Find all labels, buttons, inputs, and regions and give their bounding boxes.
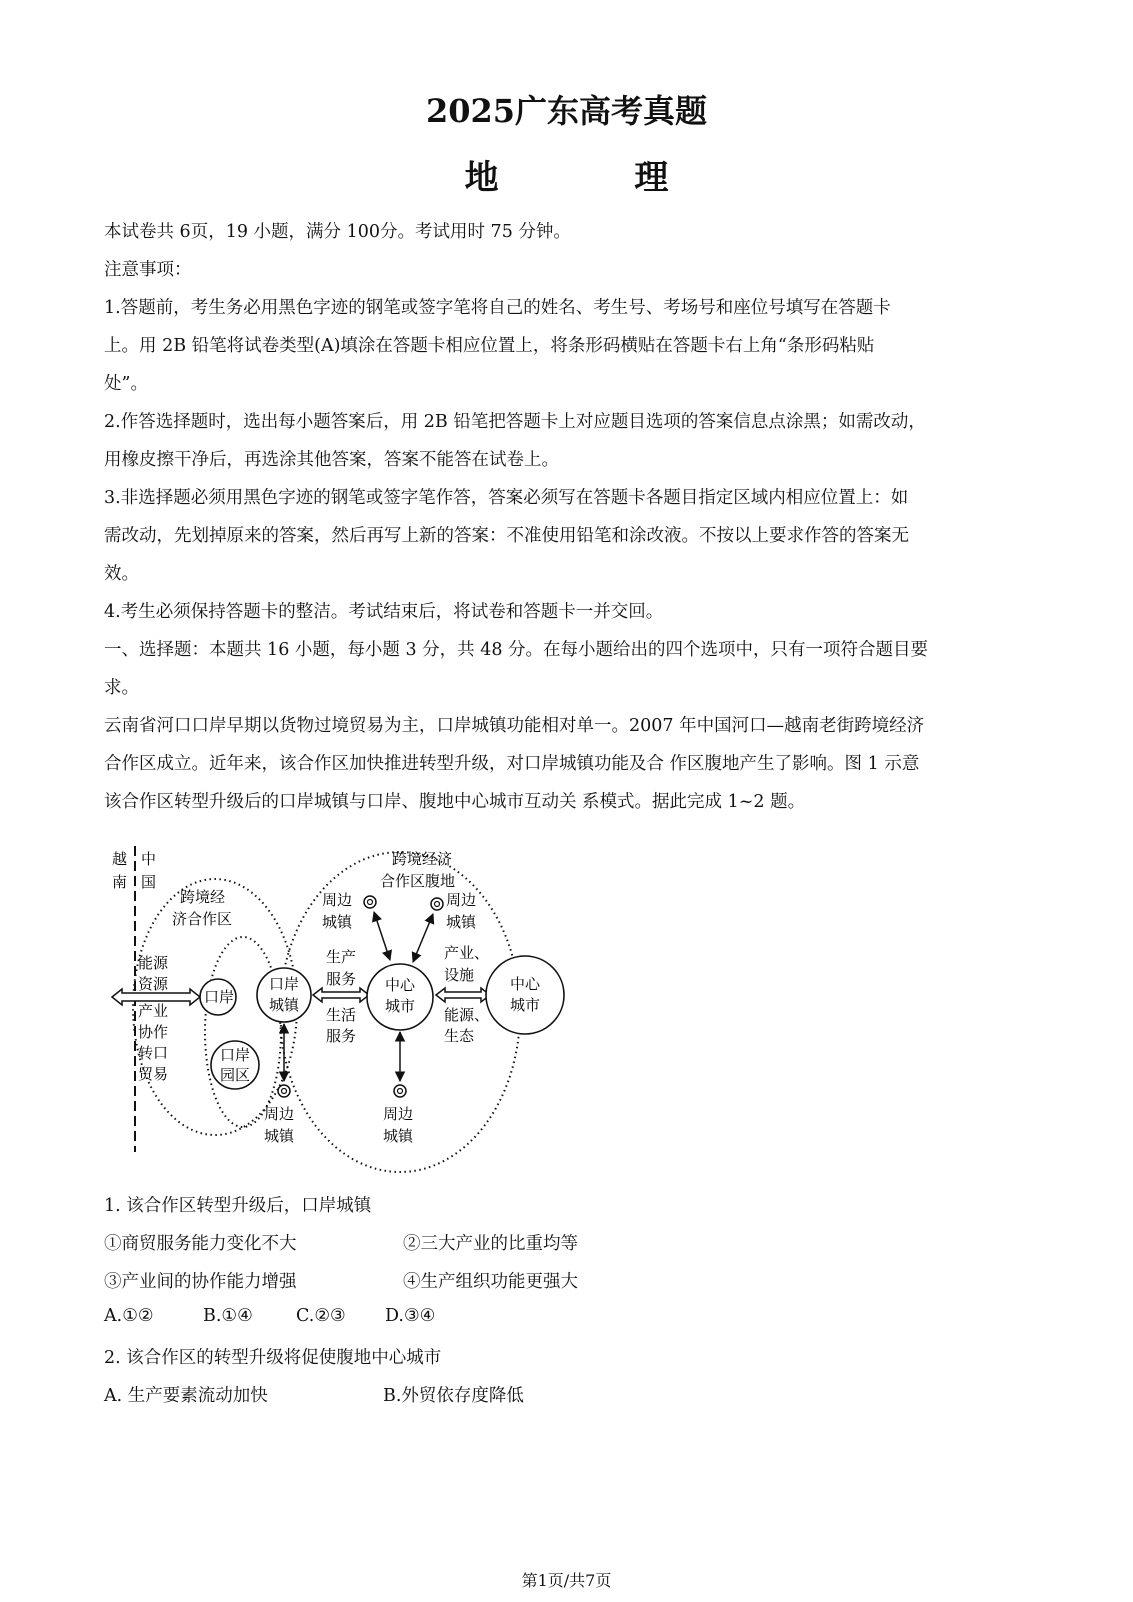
svg-text:能源、生态: [444, 1006, 489, 1045]
flow-mid-top-1: 生产: [326, 948, 357, 966]
town-marker-bottom-center: [394, 1085, 406, 1097]
svg-text:跨境经济合作区: [172, 888, 232, 928]
left-flow-2: 资源: [138, 975, 169, 993]
flow-right-bottom-2: 生态: [444, 1027, 475, 1045]
center-city-2-circle: [486, 956, 564, 1034]
section-heading-line-2: 求。: [104, 678, 139, 698]
notice-2-line-2: 用橡皮擦干净后，再选涂其他答案，答案不能答在试卷上。: [104, 450, 559, 470]
svg-text:周边城镇: [383, 1105, 414, 1145]
port-park-label-2: 园区: [220, 1066, 251, 1084]
notice-3-line-2: 需改动，先划掉原来的答案，然后再写上新的答案：不准使用铅笔和涂改液。不按以上要求作答的答案无: [104, 526, 909, 546]
q1-option-a[interactable]: A.①②: [104, 1306, 154, 1326]
town-bottom-left-label-1: 周边: [264, 1105, 295, 1123]
notice-1-line-2: 上。用 2B 铅笔将试卷类型(A)填涂在答题卡相应位置上，将条形码横贴在答题卡右上角“条形码粘贴: [104, 336, 875, 356]
port-park-label-1: 口岸: [220, 1046, 251, 1064]
exam-title: 2025广东高考真题: [425, 92, 708, 130]
port-label: 口岸: [204, 988, 235, 1006]
svg-text:周边城镇: [322, 891, 353, 931]
flow-right-top-2: 设施: [444, 966, 475, 984]
notice-2-line-1: 2.作答选择题时，选出每小题答案后，用 2B 铅笔把答题卡上对应题目选项的答案信息点涂黑；如需改动，: [104, 412, 926, 432]
svg-text:越南: [112, 850, 127, 891]
zone-label-2: 济合作区: [172, 910, 233, 928]
figure-1-diagram: [100, 832, 580, 1177]
q1-option-d[interactable]: D.③④: [385, 1306, 436, 1326]
q1-option-c[interactable]: C.②③: [296, 1306, 346, 1326]
q1-statement-4: ④生产组织功能更强大: [403, 1272, 578, 1292]
port-area-ellipse: [205, 937, 281, 1127]
section-heading-line-1: 一、选择题：本题共 16 小题，每小题 3 分，共 48 分。在每小题给出的四个选项中，只有一项符合题目要: [104, 640, 929, 660]
svg-text:中国: [141, 850, 156, 891]
left-flow-5: 转口: [138, 1044, 169, 1062]
town-bottom-center-label-1: 周边: [383, 1105, 414, 1123]
vietnam-label-2: 南: [112, 873, 128, 891]
vietnam-label-1: 越: [112, 850, 128, 868]
center-city-label-1: 中心: [385, 976, 416, 994]
town-marker-top-left: [364, 896, 376, 908]
town-bottom-left-label-2: 城镇: [264, 1127, 295, 1145]
town-marker-bottom-left: [278, 1085, 290, 1097]
flow-mid-bottom-1: 生活: [326, 1006, 357, 1024]
svg-text:周边城镇: [446, 891, 477, 931]
q2-option-a[interactable]: A. 生产要素流动加快: [104, 1386, 268, 1406]
flow-mid-top-2: 服务: [326, 970, 357, 988]
q1-option-b[interactable]: B.①④: [203, 1306, 253, 1326]
left-flow-4: 协作: [138, 1023, 169, 1041]
flow-right-bottom-1: 能源、: [444, 1006, 490, 1024]
subject-title: 地 理: [464, 158, 731, 198]
passage-line-1: 云南省河口口岸早期以货物过境贸易为主，口岸城镇功能相对单一。2007 年中国河口—越南老街跨境经济: [104, 716, 925, 736]
china-label-1: 中: [141, 850, 157, 868]
svg-text:能源 资源 产业 协作 转口: [138, 954, 173, 1083]
arrow-town-top-left: [374, 912, 390, 960]
left-flow-1: 能源: [138, 954, 169, 972]
notice-1-line-1: 1.答题前，考生务必用黑色字迹的钢笔或签字笔将自己的姓名、考生号、考场号和座位号填写在答题卡: [104, 298, 891, 318]
notice-3-line-1: 3.非选择题必须用黑色字迹的钢笔或签字笔作答，答案必须写在答题卡各题目指定区域内相应位置上：如: [104, 488, 909, 508]
hinterland-label-1: 跨境经济: [392, 850, 453, 868]
town-top-right-label-1: 周边: [446, 891, 477, 909]
svg-text:跨境经济合作区腹地: [380, 850, 455, 890]
china-label-2: 国: [141, 873, 157, 891]
q1-statement-2: ②三大产业的比重均等: [403, 1234, 578, 1254]
notice-4: 4.考生必须保持答题卡的整洁。考试结束后，将试卷和答题卡一并交回。: [104, 602, 664, 622]
flow-right-top-1: 产业、: [444, 944, 490, 962]
town-marker-top-right: [431, 898, 443, 910]
svg-text:产业、设施: [444, 944, 489, 984]
exam-info: 本试卷共 6页，19 小题，满分 100分。考试用时 75 分钟。: [104, 222, 571, 242]
town-top-left-label-1: 周边: [322, 891, 353, 909]
hinterland-label-2: 合作区腹地: [380, 872, 456, 890]
town-top-left-label-2: 城镇: [322, 913, 353, 931]
notice-3-line-3: 效。: [104, 564, 139, 584]
center-city-label-2: 城市: [385, 997, 416, 1015]
town-top-right-label-2: 城镇: [446, 913, 477, 931]
q2-option-b[interactable]: B.外贸依存度降低: [383, 1386, 524, 1406]
arrow-porttown-center: [313, 988, 369, 1002]
port-town-label-1: 口岸: [269, 975, 300, 993]
svg-text:生产服务: [326, 948, 356, 988]
center-city-2-label-1: 中心: [510, 975, 541, 993]
svg-text:生活服务: [326, 1006, 356, 1045]
town-bottom-center-label-2: 城镇: [383, 1127, 414, 1145]
page-number: 第1页/共7页: [521, 1571, 612, 1590]
question-1-stem: 1. 该合作区转型升级后，口岸城镇: [104, 1196, 372, 1216]
left-flow-3: 产业: [138, 1002, 169, 1020]
zone-label-1: 跨境经: [180, 888, 226, 906]
question-2-stem: 2. 该合作区的转型升级将促使腹地中心城市: [104, 1348, 442, 1368]
notice-1-line-3: 处”。: [104, 374, 148, 394]
q1-statement-1: ①商贸服务能力变化不大: [104, 1234, 297, 1254]
passage-line-2: 合作区成立。近年来，该合作区加快推进转型升级，对口岸城镇功能及合 作区腹地产生了影响。图 1 示意: [104, 754, 920, 774]
arrow-town-top-right: [413, 914, 433, 962]
port-town-label-2: 城镇: [269, 996, 300, 1014]
q1-statement-3: ③产业间的协作能力增强: [104, 1272, 297, 1292]
arrow-center-center2: [436, 988, 490, 1002]
flow-mid-bottom-2: 服务: [326, 1027, 357, 1045]
left-flow-6: 贸易: [138, 1065, 169, 1083]
notice-heading: 注意事项：: [104, 260, 192, 280]
passage-line-3: 该合作区转型升级后的口岸城镇与口岸、腹地中心城市互动关 系模式。据此完成 1~2 题。: [104, 792, 806, 812]
center-city-2-label-2: 城市: [510, 996, 541, 1014]
svg-text:周边城镇: [264, 1105, 295, 1145]
